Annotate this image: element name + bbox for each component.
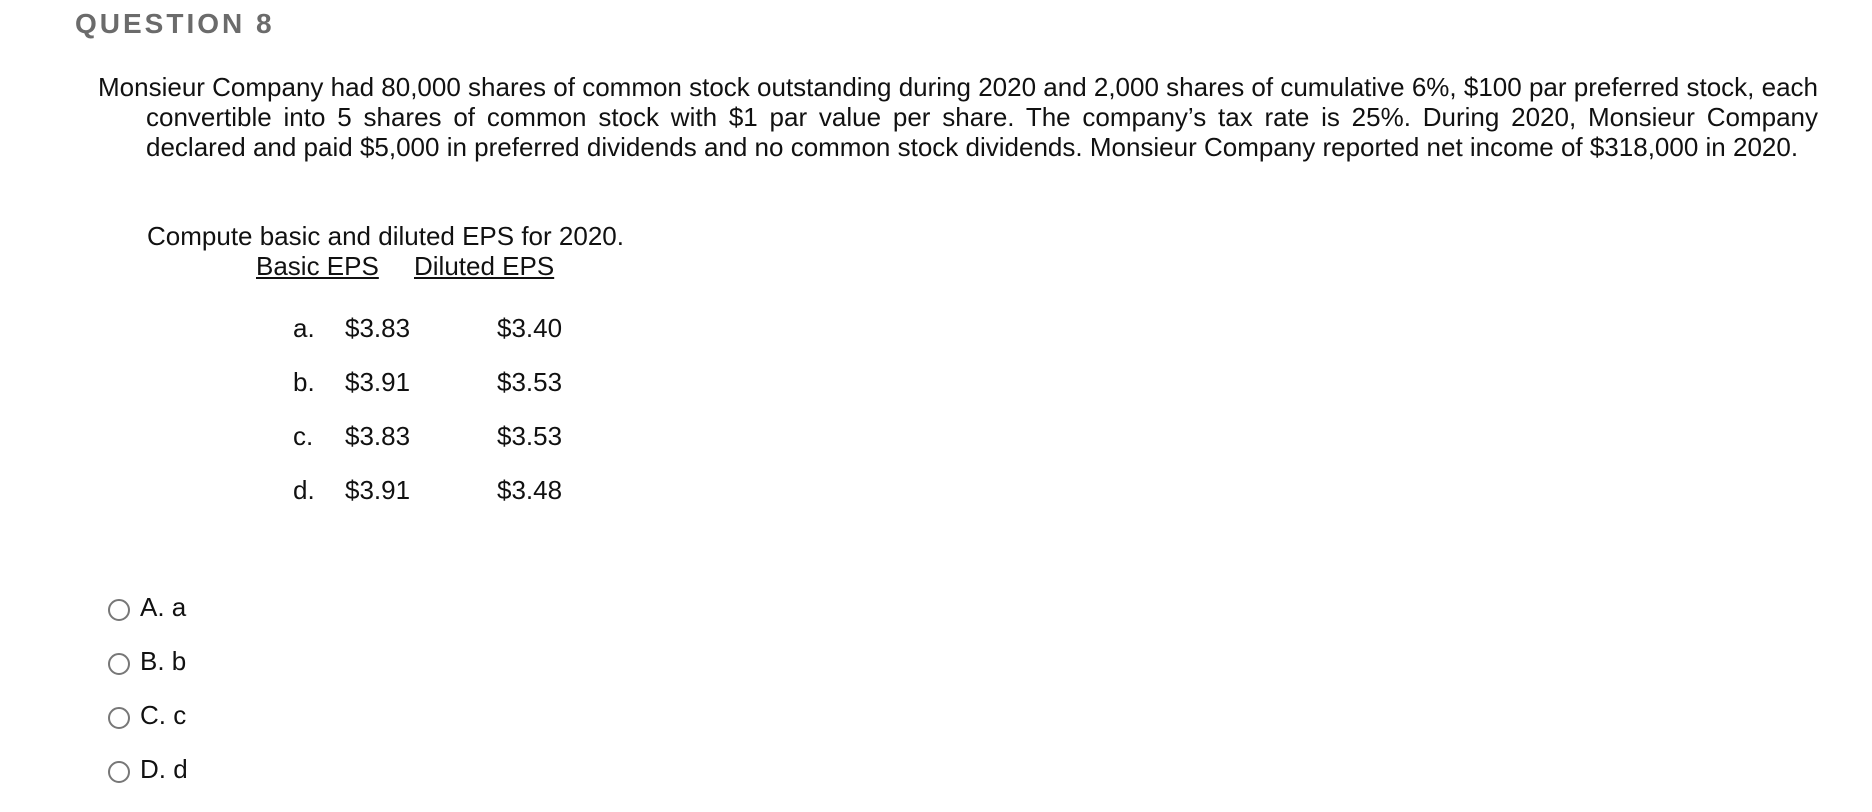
choice-letter: d. — [293, 475, 315, 505]
answer-label[interactable]: B. b — [140, 646, 187, 676]
question-header: QUESTION 8 — [75, 8, 275, 39]
question-prompt: Compute basic and diluted EPS for 2020. — [147, 221, 624, 251]
radio-button[interactable] — [108, 653, 130, 675]
answer-label[interactable]: D. d — [140, 754, 188, 784]
choice-basic-eps: $3.83 — [345, 421, 411, 451]
answer-option-a[interactable] — [108, 590, 186, 624]
question-text: Monsieur Company had 80,000 shares of common stock outstanding during 2020 and 2,000 shares of cumulative 6%, $100 par preferred stock, each convertible into 5 shares of common stock with $1 par value per share. The company’s tax rate is 25%. During 2020, Monsieur Company declared and paid $5,000 in preferred dividends and no common stock dividends. Monsieur Company reported net income of $318,000 in 2020. — [98, 72, 1818, 162]
basic-eps-header: Basic EPS — [256, 251, 379, 281]
choice-diluted-eps: $3.53 — [497, 367, 563, 397]
choice-letter: c. — [293, 421, 314, 451]
choice-diluted-eps: $3.48 — [497, 475, 563, 505]
choice-basic-eps: $3.83 — [345, 313, 411, 343]
choice-diluted-eps: $3.40 — [497, 313, 563, 343]
choice-basic-eps: $3.91 — [345, 475, 411, 505]
diluted-eps-header: Diluted EPS — [414, 251, 555, 281]
choice-letter: a. — [293, 313, 315, 343]
radio-button[interactable] — [108, 599, 130, 621]
choice-diluted-eps: $3.53 — [497, 421, 563, 451]
answer-option-d[interactable] — [108, 752, 188, 786]
answer-label[interactable]: C. c — [140, 700, 187, 730]
radio-button[interactable] — [108, 707, 130, 729]
answer-option-c[interactable] — [108, 698, 186, 732]
radio-button[interactable] — [108, 761, 130, 783]
answer-option-b[interactable] — [108, 644, 186, 678]
choice-basic-eps: $3.91 — [345, 367, 411, 397]
choice-letter: b. — [293, 367, 315, 397]
answer-label[interactable]: A. a — [140, 592, 187, 622]
